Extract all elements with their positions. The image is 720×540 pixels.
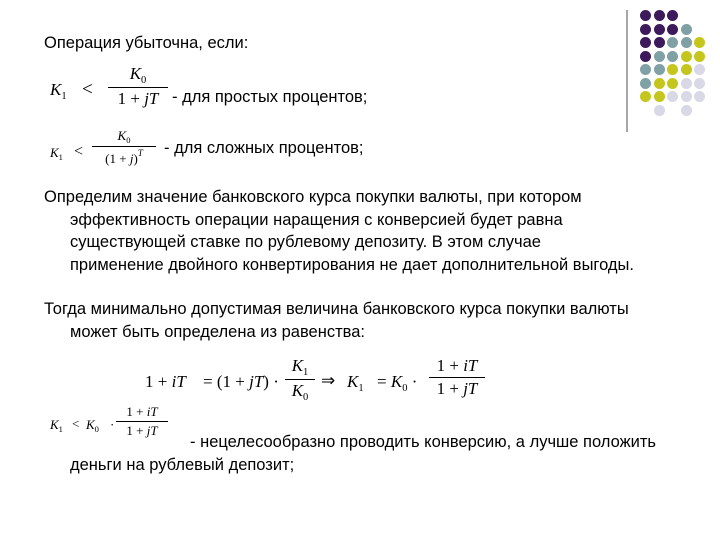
formula-equality: 1 + iT = (1 + jT) · $K_1$ $K_0$ ⇒ $K_1$ = $K_0$ · 1 + iT 1 + jT [145, 356, 505, 416]
decorative-dot [654, 64, 665, 75]
intro-line: Операция убыточна, если: [44, 34, 249, 52]
decorative-dot [654, 37, 665, 48]
decorative-dot [681, 78, 692, 89]
decorative-dot [654, 78, 665, 89]
decorative-dot [640, 10, 651, 21]
decorative-dot [681, 105, 692, 116]
paragraph-minimum-rate-text: Тогда минимально допустимая величина банковского курса покупки валюты может быть определена из равенства: [44, 300, 629, 341]
decorative-dot [681, 37, 692, 48]
decorative-dot [654, 24, 665, 35]
decorative-dot [667, 51, 678, 62]
decorative-dot [681, 51, 692, 62]
paragraph-conclusion-text: - нецелесообразно проводить конверсию, а лучше положить деньги на рублевый депозит; [70, 433, 657, 474]
decorative-dot-grid [640, 10, 720, 120]
decorative-dot [640, 24, 651, 35]
decorative-dot [694, 78, 705, 89]
decorative-dot [654, 10, 665, 21]
decorative-dot [654, 91, 665, 102]
decorative-dot [640, 64, 651, 75]
decorative-dot [694, 91, 705, 102]
formula-simple-interest: $K_1$ < $K_0$ 1 + jT [50, 64, 170, 114]
decorative-dot [667, 78, 678, 89]
decorative-dot [640, 51, 651, 62]
simple-interest-note: - для простых процентов; [172, 88, 368, 106]
decorative-dot [694, 51, 705, 62]
formula-compound-interest: $K_1$ < $K_0$ $(1 + j)^T$ [50, 128, 160, 174]
decorative-dot [681, 64, 692, 75]
decorative-dot [667, 37, 678, 48]
decorative-dot [654, 105, 665, 116]
decorative-dot [667, 64, 678, 75]
paragraph-definition [44, 186, 634, 276]
decorative-dot [667, 10, 678, 21]
decorative-dot [694, 64, 705, 75]
paragraph-definition-text: Определим значение банковского курса покупки валюты, при котором эффективность операции наращения с конверсией будет равна существующей ставке по рублевому депозиту. В этом случае применение двойного конвертирования не дает дополнительной выгоды. [44, 188, 634, 274]
decorative-dot [681, 24, 692, 35]
decorative-dot [640, 37, 651, 48]
formula-inequality: $K_1$ < $K_0$ · 1 + iT 1 + jT [50, 404, 180, 446]
paragraph-conclusion [44, 431, 664, 476]
decorative-dot [640, 78, 651, 89]
divider-line [626, 10, 628, 132]
compound-interest-note: - для сложных процентов; [164, 139, 364, 157]
decorative-dot [667, 24, 678, 35]
paragraph-minimum-rate [44, 298, 634, 343]
decorative-dot [681, 91, 692, 102]
decorative-dot [694, 37, 705, 48]
decorative-dot [667, 91, 678, 102]
decorative-dot [654, 51, 665, 62]
decorative-dot [640, 91, 651, 102]
